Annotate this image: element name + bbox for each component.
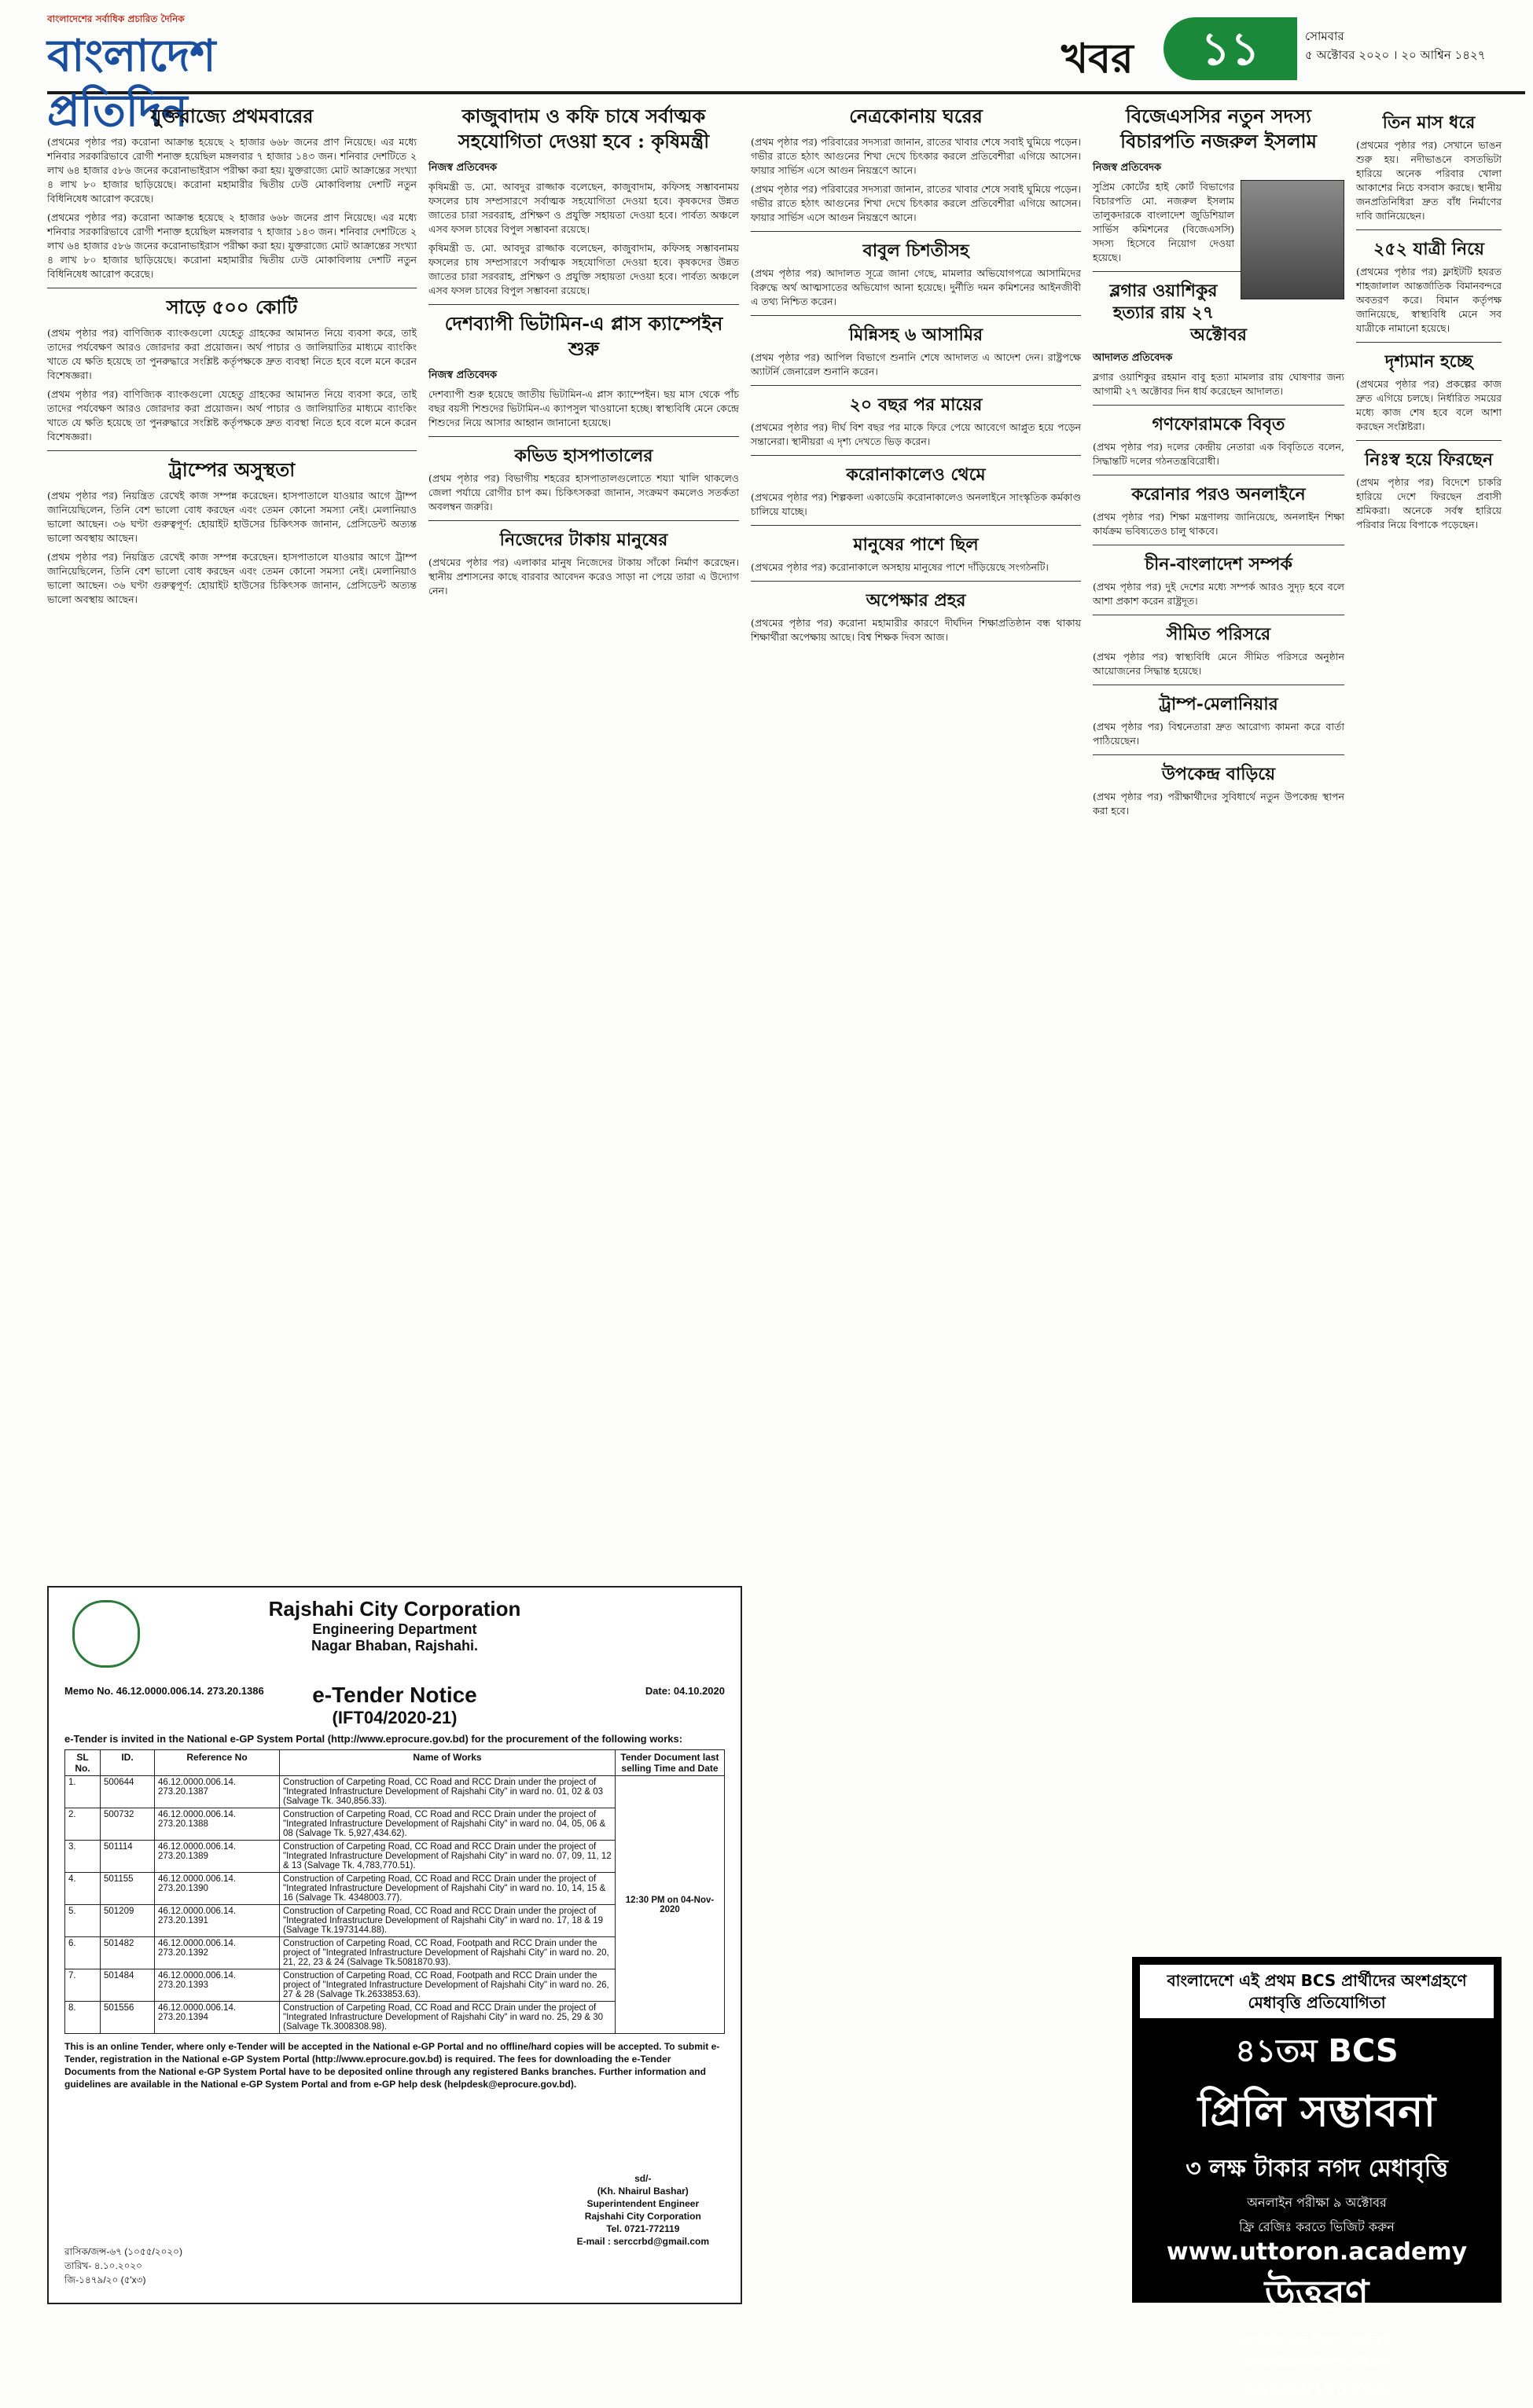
col-ref: Reference No	[155, 1750, 280, 1776]
divider	[1356, 229, 1502, 230]
ad-phone[interactable]: ০৯৬৬৬৭৭৫৫৬৬	[1244, 2378, 1390, 2402]
table-cell-name: Construction of Carpeting Road, CC Road and RCC Drain under the project of "Integrated Infrastructure Development of Rajshahi City" in ward no. 17, 18 & 19 (Salvage Tk.1973144.88).	[280, 1905, 616, 1937]
headline-covid-hospital[interactable]: কভিড হাসপাতালের	[514, 446, 653, 466]
table-cell-ref: 46.12.0000.006.14. 273.20.1390	[155, 1873, 280, 1905]
article-corona-period: (প্রথমের পৃষ্ঠার পর) শিল্পকলা একাডেমি করোনাকালেও অনলাইনে সাংস্কৃতিক কর্মকাণ্ড চালিয়ে যাচ্ছে।	[751, 491, 1081, 517]
article-destitute: (প্রথম পৃষ্ঠার পর) বিদেশে চাকরি হারিয়ে দেশে ফিরছেন প্রবাসী শ্রমিকরা। অনেকে সর্বস্ব হারিয়ে পরিবার নিয়ে বিপাকে পড়েছেন।	[1356, 476, 1502, 530]
headline-trump-melania[interactable]: ট্রাম্প-মেলানিয়ার	[1159, 694, 1278, 714]
table-cell-ref: 46.12.0000.006.14. 273.20.1388	[155, 1808, 280, 1841]
table-cell-sl: 2.	[65, 1808, 101, 1841]
article-online-after-corona: (প্রথম পৃষ্ঠার পর) শিক্ষা মন্ত্রণালয় জানিয়েছে, অনলাইন শিক্ষা কার্যক্রম ভবিষ্যতেও চালু থাকবে।	[1093, 511, 1344, 537]
table-cell-ref: 46.12.0000.006.14. 273.20.1393	[155, 1969, 280, 2002]
article-limited-scale: (প্রথম পৃষ্ঠার পর) স্বাস্থ্যবিধি মেনে সীমিত পরিসরে অনুষ্ঠান আয়োজনের সিদ্ধান্ত হয়েছে।	[1093, 651, 1344, 677]
article-500-crore: (প্রথম পৃষ্ঠার পর) বাণিজ্যিক ব্যাংকগুলো যেহেতু গ্রাহকের আমানত নিয়ে ব্যবসা করে, তাই তাদের পর্যবেক্ষণ আরও জোরদার করা প্রয়োজন। অর্থ পাচার ও জালিয়াতির মাধ্যমে ব্যাংকিং খাতে যে ক্ষতি হয়েছে তা পুনরুদ্ধারে সংশ্লিষ্ট কর্তৃপক্ষকে দ্রুত ব্যবস্থা নিতে হবে বলে মনে করেন বিশেষজ্ঞরা।	[47, 327, 417, 381]
table-cell-id: 501114	[101, 1841, 155, 1873]
section-title: খবর	[1061, 35, 1134, 83]
tender-signature	[577, 2172, 709, 2248]
table-cell-id: 501155	[101, 1873, 155, 1905]
article-cashew-coffee-cont: কৃষিমন্ত্রী ড. মো. আবদুর রাজ্জাক বলেছেন, কাজুবাদাম, কফিসহ সম্ভাবনাময় ফসলের চাষ সম্প্রসারণে সর্বাত্মক সহযোগিতা দেওয়া হবে। কৃষকদের উন্নত জাতের চারা সরবরাহ, প্রশিক্ষণ ও প্রযুক্তি সহায়তা দেওয়া হবে। পার্বত্য অঞ্চলে এসব ফসল চাষের বিপুল সম্ভাবনা রয়েছে।	[428, 242, 739, 296]
table-cell-sl: 7.	[65, 1969, 101, 2002]
article-trump-illness: (প্রথম পৃষ্ঠার পর) নিয়ন্ত্রিত রেখেই কাজ সম্পন্ন করেছেন। হাসপাতালে যাওয়ার আগে ট্রাম্প জানিয়েছিলেন, তিনি বেশ ভালো বোধ করছেন এবং তেমন কোনো সমস্যা নেই। মেলানিয়াও ভালো আছেন। ৩৬ ঘণ্টা গুরুত্বপূর্ণ: হোয়াইট হাউসের চিকিৎসক জানান, প্রেসিডেন্ট অত্যন্ত ভালো অবস্থায় আছেন।	[47, 490, 417, 544]
table-cell-sl: 1.	[65, 1776, 101, 1808]
table-cell-ref: 46.12.0000.006.14. 273.20.1391	[155, 1905, 280, 1937]
article-trump-melania: (প্রথম পৃষ্ঠার পর) বিশ্বনেতারা দ্রুত আরোগ্য কামনা করে বার্তা পাঠিয়েছেন।	[1093, 721, 1344, 747]
article-cashew-coffee: কৃষিমন্ত্রী ড. মো. আবদুর রাজ্জাক বলেছেন, কাজুবাদাম, কফিসহ সম্ভাবনাময় ফসলের চাষ সম্প্রসারণে সর্বাত্মক সহযোগিতা দেওয়া হবে। কৃষকদের উন্নত জাতের চারা সরবরাহ, প্রশিক্ষণ ও প্রযুক্তি সহায়তা দেওয়া হবে। পার্বত্য অঞ্চলে এসব ফসল চাষের বিপুল সম্ভাবনা রয়েছে।	[428, 181, 739, 235]
tender-memo: Memo No. 46.12.0000.006.14. 273.20.1386	[64, 1685, 264, 1697]
masthead-tagline: বাংলাদেশের সর্বাধিক প্রচারিত দৈনিক	[47, 13, 185, 24]
divider	[751, 581, 1081, 582]
divider	[751, 315, 1081, 316]
table-cell-sl: 8.	[65, 2002, 101, 2034]
headline-bjsc[interactable]: বিজেএসসির নতুন সদস্য বিচারপতি নজরুল ইসলাম	[1120, 105, 1317, 152]
ad-preli: প্রিলি সম্ভাবনা	[1197, 2087, 1436, 2136]
headline-trump-illness[interactable]: ট্রাম্পের অসুস্থতা	[168, 458, 296, 481]
article-252-passengers: (প্রথমের পৃষ্ঠার পর) ফ্লাইটটি হযরত শাহজালাল আন্তর্জাতিক বিমানবন্দরে অবতরণ করে। বিমান কর্তৃপক্ষ জানিয়েছে, স্বাস্থ্যবিধি মেনে সব যাত্রীকে নামানো হয়েছে।	[1356, 266, 1502, 334]
table-cell-ref: 46.12.0000.006.14. 273.20.1394	[155, 2002, 280, 2034]
signer-email[interactable]: E-mail : serccrbd@gmail.com	[576, 2236, 709, 2247]
emblem-icon	[72, 1600, 140, 1668]
ad-brand-sub: ক্যারিয়ার এন্ড স্কিলস একাডেমি	[1240, 2333, 1394, 2348]
headline-three-months[interactable]: তিন মাস ধরে	[1382, 112, 1476, 133]
table-cell-sl: 3.	[65, 1841, 101, 1873]
ad-free-reg: ফ্রি রেজিঃ করতে ভিজিট করুন	[1239, 2219, 1395, 2234]
column-1	[47, 104, 417, 611]
table-cell-name: Construction of Carpeting Road, CC Road and RCC Drain under the project of "Integrated Infrastructure Development of Rajshahi City" in ward no. 07, 09, 11, 12 & 13 (Salvage Tk. 4,783,770.51).	[280, 1841, 616, 1873]
byline: নিজস্ব প্রতিবেদক	[428, 162, 498, 174]
article-uk-cont: (প্রথমের পৃষ্ঠার পর) করোনা আক্রান্ত হয়েছে ২ হাজার ৬৬৮ জনের প্রাণ নিয়েছে। এর মধ্যে শনিবার সরকারিভাবে রোগী শনাক্ত হয়েছিল মঙ্গলবার ৭ হাজার ১৪৩ জন। শনিবার দেশটিতে ২ লাখ ৬৪ হাজার ৫৮৬ জনের করোনাভাইরাস পরীক্ষা করা হয়। যুক্তরাজ্যে মোট আক্রান্তের সংখ্যা ৪ লাখ ৮০ হাজার ছাড়িয়েছে। করোনা মহামারীর দ্বিতীয় ঢেউ মোকাবিলায় দেশটি নতুন বিধিনিষেধ আরোপ করেছে।	[47, 211, 417, 280]
table-cell-id: 500732	[101, 1808, 155, 1841]
ad-bcs: ৪১তম BCS	[1235, 2033, 1399, 2069]
table-cell-id: 501209	[101, 1905, 155, 1937]
col-date: Tender Document last selling Time and Date	[616, 1750, 725, 1776]
divider	[751, 231, 1081, 232]
headline-limited-scale[interactable]: সীমিত পরিসরে	[1166, 624, 1271, 644]
signer-org: Rajshahi City Corporation	[584, 2211, 701, 2222]
signer-tel: Tel. 0721-772119	[606, 2223, 680, 2234]
article-waiting: (প্রথমের পৃষ্ঠার পর) করোনা মহামারীর কারণে দীর্ঘদিন শিক্ষাপ্রতিষ্ঠান বন্ধ থাকায় শিক্ষার্থীরা অপেক্ষায় আছে। বিশ্ব শিক্ষক দিবস আজ।	[751, 617, 1081, 643]
article-netrokona: (প্রথম পৃষ্ঠার পর) পরিবারের সদস্যরা জানান, রাতের খাবার শেষে সবাই ঘুমিয়ে পড়েন। গভীর রাতে হঠাৎ আগুনের শিখা দেখে চিৎকার করলে প্রতিবেশীরা এগিয়ে আসেন। ফায়ার সার্ভিস এসে আগুন নিয়ন্ত্রণে আনে।	[751, 136, 1081, 176]
table-cell-name: Construction of Carpeting Road, CC Road and RCC Drain under the project of "Integrated Infrastructure Development of Rajshahi City" in ward no. 10, 14, 15 & 16 (Salvage Tk. 4348003.77).	[280, 1873, 616, 1905]
article-uk: (প্রথমের পৃষ্ঠার পর) করোনা আক্রান্ত হয়েছে ২ হাজার ৬৬৮ জনের প্রাণ নিয়েছে। এর মধ্যে শনিবার সরকারিভাবে রোগী শনাক্ত হয়েছিল মঙ্গলবার ৭ হাজার ১৪৩ জন। শনিবার দেশটিতে ২ লাখ ৬৪ হাজার ৫৮৬ জনের করোনাভাইরাস পরীক্ষা করা হয়। যুক্তরাজ্যে মোট আক্রান্তের সংখ্যা ৪ লাখ ৮০ হাজার ছাড়িয়েছে। করোনা মহামারীর দ্বিতীয় ঢেউ মোকাবিলায় দেশটি নতুন বিধিনিষেধ আরোপ করেছে।	[47, 136, 417, 204]
divider	[1356, 440, 1502, 441]
headline-uk[interactable]: যুক্তরাজ্যে প্রথমবারের	[150, 105, 314, 127]
tender-dept: Engineering Department	[312, 1621, 477, 1637]
headline-gonoforum[interactable]: গণফোরামকে বিবৃত	[1152, 414, 1285, 435]
table-cell-name: Construction of Carpeting Road, CC Road and RCC Drain under the project of "Integrated Infrastructure Development of Rajshahi City" in ward no. 01, 02 & 03 (Salvage Tk. 340,856.33).	[280, 1776, 616, 1808]
article-beside-people: (প্রথমের পৃষ্ঠার পর) করোনাকালে অসহায় মানুষের পাশে দাঁড়িয়েছে সংগঠনটি।	[751, 561, 1049, 573]
article-visible: (প্রথমের পৃষ্ঠার পর) প্রকল্পের কাজ দ্রুত এগিয়ে চলছে। নির্ধারিত সময়ের মধ্যে কাজ শেষ হবে বলে আশা করছেন সংশ্লিষ্টরা।	[1356, 378, 1502, 432]
ad-headline: বাংলাদেশে এই প্রথম BCS প্রার্থীদের অংশগ্রহণে মেধাবৃত্তি প্রতিযোগিতা	[1140, 1965, 1494, 2018]
table-cell-ref: 46.12.0000.006.14. 273.20.1389	[155, 1841, 280, 1873]
article-blogger: ব্লগার ওয়াশিকুর রহমান বাবু হত্যা মামলার রায় ঘোষণার জন্য আগামী ২৭ অক্টোবর দিন ধার্য করেছেন আদালত।	[1093, 371, 1344, 397]
table-cell-name: Construction of Carpeting Road, CC Road, Footpath and RCC Drain under the project of "Integrated Infrastructure Development of Rajshahi City" in ward no. 20, 21, 22, 23 & 24 (Salvage Tk.5081870.93).	[280, 1937, 616, 1969]
gd-line: তারিখ- ৪.১০.২০২০	[64, 2260, 142, 2271]
divider	[1093, 754, 1344, 755]
table-cell-id: 500644	[101, 1776, 155, 1808]
byline: নিজস্ব প্রতিবেদক	[428, 369, 498, 381]
headline-netrokona[interactable]: নেত্রকোনায় ঘরের	[849, 105, 983, 127]
divider	[47, 450, 417, 451]
divider	[751, 385, 1081, 386]
article-vitamin-a: দেশব্যাপী শুরু হয়েছে জাতীয় ভিটামিন-এ প্লাস ক্যাম্পেইন। ছয় মাস থেকে পাঁচ বছর বয়সী শিশুদের ভিটামিন-এ ক্যাপসুল খাওয়ানো হচ্ছে। স্বাস্থ্যবিধি মেনে কেন্দ্রে শিশুদের নিয়ে আসার আহ্বান জানানো হয়েছে।	[428, 388, 739, 428]
tender-header	[49, 1597, 741, 1654]
headline-destitute[interactable]: নিঃস্ব হয়ে ফিরছেন	[1365, 450, 1493, 470]
article-gonoforum: (প্রথম পৃষ্ঠার পর) দলের কেন্দ্রীয় নেতারা এক বিবৃতিতে বলেন, সিদ্ধান্তটি দলের গঠনতন্ত্রবিরোধী।	[1093, 441, 1344, 467]
column-4	[1093, 104, 1344, 823]
divider	[751, 525, 1081, 526]
article-china-bangladesh: (প্রথম পৃষ্ঠার পর) দুই দেশের মধ্যে সম্পর্ক আরও সুদৃঢ় হবে বলে আশা প্রকাশ করেন রাষ্ট্রদূত।	[1093, 581, 1344, 607]
signer-title: Superintendent Engineer	[586, 2198, 700, 2209]
signer: (Kh. Nhairul Bashar)	[597, 2186, 689, 2197]
divider	[1356, 342, 1502, 343]
headline-online-after-corona[interactable]: করোনার পরও অনলাইনে	[1131, 484, 1306, 505]
masthead-name: বাংলাদেশ প্রতিদিন	[47, 30, 216, 137]
headline-20-years-mother[interactable]: ২০ বছর পর মায়ের	[849, 395, 983, 415]
tender-intro: e-Tender is invited in the National e-GP System Portal (http://www.eprocure.gov.bd) for the procurement of the following works:	[64, 1733, 683, 1745]
article-minni: (প্রথম পৃষ্ঠার পর) আপিল বিভাগে শুনানি শেষে আদালত এ আদেশ দেন। রাষ্ট্রপক্ষে অ্যাটর্নি জেনারেল শুনানি করেন।	[751, 351, 1081, 377]
tender-address: Nagar Bhaban, Rajshahi.	[311, 1638, 479, 1654]
table-cell-name: Construction of Carpeting Road, CC Road and RCC Drain under the project of "Integrated Infrastructure Development of Rajshahi City" in ward no. 04, 05, 06 & 08 (Salvage Tk. 5,927,434.62).	[280, 1808, 616, 1841]
tender-title: e-Tender Notice	[312, 1683, 477, 1707]
headline-minni[interactable]: মিন্নিসহ ৬ আসামির	[848, 325, 983, 345]
ad-brand-parent: একটি উদ্ভাস-উন্মেষ প্রতিষ্ঠান	[1244, 2355, 1390, 2369]
article-babul-chishti: (প্রথম পৃষ্ঠার পর) আদালত সূত্রে জানা গেছে, মামলার অভিযোগপত্রে আসামিদের বিরুদ্ধে অর্থ আত্মসাতের অভিযোগ আনা হয়েছে। দুর্নীতি দমন কমিশনের আইনজীবী এ তথ্য নিশ্চিত করেন।	[751, 267, 1081, 307]
tender-table	[64, 1749, 725, 2034]
table-cell-sl: 5.	[65, 1905, 101, 1937]
weekday: সোমবার	[1305, 29, 1344, 43]
divider	[1093, 405, 1344, 406]
ad-url[interactable]: www.uttoron.academy	[1166, 2238, 1468, 2266]
issue-date: ৫ অক্টোবর ২০২০ । ২০ আশ্বিন ১৪২৭	[1305, 48, 1486, 62]
gd-line: জি-১৪৭৯/২০ (৫'x৩)	[64, 2274, 146, 2285]
article-three-months: (প্রথমের পৃষ্ঠার পর) সেখানে ভাঙন শুরু হয়। নদীভাঙনে বসতভিটা হারিয়ে অনেক পরিবার খোলা আকাশের নিচে বসবাস করছে। স্থানীয় জনপ্রতিনিধিরা দ্রুত বাঁধ নির্মাণের দাবি জানিয়েছেন।	[1356, 139, 1502, 222]
tender-gd	[64, 2245, 182, 2287]
headline-blogger[interactable]: ব্লগার ওয়াশিকুর হত্যার রায় ২৭ অক্টোবর	[1109, 281, 1247, 345]
headline-waiting[interactable]: অপেক্ষার প্রহর	[866, 590, 966, 611]
article-trump-illness-cont: (প্রথম পৃষ্ঠার পর) নিয়ন্ত্রিত রেখেই কাজ সম্পন্ন করেছেন। হাসপাতালে যাওয়ার আগে ট্রাম্প জানিয়েছিলেন, তিনি বেশ ভালো বোধ করছেন এবং তেমন কোনো সমস্যা নেই। মেলানিয়াও ভালো আছেন। ৩৬ ঘণ্টা গুরুত্বপূর্ণ: হোয়াইট হাউসের চিকিৎসক জানান, প্রেসিডেন্ট অত্যন্ত ভালো অবস্থায় আছেন।	[47, 551, 417, 605]
bcs-advertisement[interactable]	[1132, 1957, 1502, 2402]
tender-notice	[47, 1586, 742, 2304]
gd-line: রাসিক/জন্স-৬৭ (১০৫৫/২০২০)	[64, 2246, 182, 2257]
headline-vitamin-a[interactable]: দেশব্যাপী ভিটামিন-এ প্লাস ক্যাম্পেইন শুরু	[444, 312, 723, 360]
col-sl: SL No.	[65, 1750, 101, 1776]
article-netrokona-cont: (প্রথম পৃষ্ঠার পর) পরিবারের সদস্যরা জানান, রাতের খাবার শেষে সবাই ঘুমিয়ে পড়েন। গভীর রাতে হঠাৎ আগুনের শিখা দেখে চিৎকার করলে প্রতিবেশীরা এগিয়ে আসেন। ফায়ার সার্ভিস এসে আগুন নিয়ন্ত্রণে আনে।	[751, 183, 1081, 223]
headline-corona-period[interactable]: করোনাকালেও থেমে	[846, 464, 986, 485]
headline-babul-chishti[interactable]: বাবুল চিশতীসহ	[862, 240, 969, 261]
article-500-crore-cont: (প্রথম পৃষ্ঠার পর) বাণিজ্যিক ব্যাংকগুলো যেহেতু গ্রাহকের আমানত নিয়ে ব্যবসা করে, তাই তাদের পর্যবেক্ষণ আরও জোরদার করা প্রয়োজন। অর্থ পাচার ও জালিয়াতির মাধ্যমে ব্যাংকিং খাতে যে ক্ষতি হয়েছে তা পুনরুদ্ধারে সংশ্লিষ্ট কর্তৃপক্ষকে দ্রুত ব্যবস্থা নিতে হবে বলে মনে করেন বিশেষজ্ঞরা।	[47, 388, 417, 442]
article-bjsc: সুপ্রিম কোর্টের হাই কোর্ট বিভাগের বিচারপতি মো. নজরুল ইসলাম তালুকদারকে বাংলাদেশ জুডিশিয়াল সার্ভিস কমিশনের (বিজেএসসি) সদস্য হিসেবে নিয়োগ দেওয়া হয়েছে।	[1093, 181, 1234, 263]
table-cell-id: 501482	[101, 1937, 155, 1969]
divider	[428, 520, 739, 521]
col-name: Name of Works	[280, 1750, 616, 1776]
headline-own-money[interactable]: নিজেদের টাকায় মানুষের	[499, 530, 668, 550]
ad-scholarship: ৩ লক্ষ টাকার নগদ মেধাবৃত্তি	[1186, 2155, 1448, 2182]
page-number: ১১	[1164, 17, 1297, 80]
sd: sd/-	[634, 2173, 652, 2184]
article-subcenter: (প্রথম পৃষ্ঠার পর) পরীক্ষার্থীদের সুবিধার্থে নতুন উপকেন্দ্র স্থাপন করা হবে।	[1093, 791, 1344, 817]
table-cell-id: 501556	[101, 2002, 155, 2034]
headline-subcenter[interactable]: উপকেন্দ্র বাড়িয়ে	[1161, 764, 1276, 784]
table-row	[65, 1776, 725, 1808]
table-cell-sl: 6.	[65, 1937, 101, 1969]
date-block	[1305, 27, 1525, 64]
headline-cashew-coffee[interactable]: কাজুবাদাম ও কফি চাষে সর্বাত্মক সহযোগিতা দেওয়া হবে : কৃষিমন্ত্রী	[458, 105, 710, 152]
headline-500-crore[interactable]: সাড়ে ৫০০ কোটি	[166, 295, 298, 318]
portrait-photo	[1241, 180, 1344, 299]
byline: আদালত প্রতিবেদক	[1093, 352, 1173, 364]
headline-252-passengers[interactable]: ২৫২ যাত্রী নিয়ে	[1373, 239, 1484, 259]
article-own-money: (প্রথমের পৃষ্ঠার পর) এলাকার মানুষ নিজেদের টাকায় সাঁকো নির্মাণ করেছেন। স্থানীয় প্রশাসনের কাছে বারবার আবেদন করেও সাড়া না পেয়ে তারা এ উদ্যোগ নেন।	[428, 556, 739, 596]
table-cell-ref: 46.12.0000.006.14. 273.20.1387	[155, 1776, 280, 1808]
table-cell-name: Construction of Carpeting Road, CC Road and RCC Drain under the project of "Integrated Infrastructure Development of Rajshahi City" in ward no. 25, 29 & 30 (Salvage Tk.3008308.98).	[280, 2002, 616, 2034]
tender-ift: (IFT04/2020-21)	[332, 1708, 458, 1727]
headline-visible[interactable]: দৃশ্যমান হচ্ছে	[1384, 351, 1473, 372]
headline-china-bangladesh[interactable]: চীন-বাংলাদেশ সম্পর্ক	[1145, 554, 1292, 574]
divider	[428, 436, 739, 437]
article-20-years-mother: (প্রথমের পৃষ্ঠার পর) দীর্ঘ বিশ বছর পর মাকে ফিরে পেয়ে আবেগে আপ্লুত হয়ে পড়েন সন্তানেরা। স্থানীয়রা এ দৃশ্য দেখতে ভিড় করেন।	[751, 421, 1081, 447]
headline-beside-people[interactable]: মানুষের পাশে ছিল	[853, 534, 979, 555]
tender-date: Date: 04.10.2020	[645, 1685, 725, 1697]
table-cell-name: Construction of Carpeting Road, CC Road, Footpath and RCC Drain under the project of "Integrated Infrastructure Development of Rajshahi City" in ward no. 26, 27 & 28 (Salvage Tk.2633853.63).	[280, 1969, 616, 2002]
tender-footer: This is an online Tender, where only e-Tender will be accepted in the National e-GP Portal and no offline/hard copies will be accepted. To submit e-Tender, registration in the National e-GP System Portal (http://www.eprocure.gov.bd) is required. The fees for downloading the e-Tender Documents from the National e-GP System Portal have to be deposited online through any registered Banks branches. Further information and guidelines are available in the National e-GP System Portal and from e-GP help desk (helpdesk@eprocure.gov.bd).	[64, 2041, 720, 2090]
ad-exam-date: অনলাইন পরীক্ষা ৯ অক্টোবর	[1247, 2195, 1387, 2210]
column-2	[428, 104, 739, 603]
table-cell-ref: 46.12.0000.006.14. 273.20.1392	[155, 1937, 280, 1969]
tender-org: Rajshahi City Corporation	[268, 1597, 521, 1621]
table-cell-id: 501484	[101, 1969, 155, 2002]
article-covid-hospital: (প্রথম পৃষ্ঠার পর) বিভাগীয় শহরের হাসপাতালগুলোতে শয্যা খালি থাকলেও জেলা পর্যায়ে রোগীর চাপ কম। চিকিৎসকরা জানান, সংক্রমণ কমলেও সতর্কতা অবলম্বন জরুরি।	[428, 472, 739, 512]
divider	[428, 304, 739, 305]
table-cell-closing: 12:30 PM on 04-Nov-2020	[616, 1776, 725, 2034]
table-cell-sl: 4.	[65, 1873, 101, 1905]
ad-brand: উত্তরণ	[1264, 2272, 1369, 2318]
byline: নিজস্ব প্রতিবেদক	[1093, 162, 1162, 174]
column-3	[751, 104, 1081, 649]
table-header-row	[65, 1750, 725, 1776]
column-5	[1356, 104, 1502, 537]
col-id: ID.	[101, 1750, 155, 1776]
divider	[751, 455, 1081, 456]
